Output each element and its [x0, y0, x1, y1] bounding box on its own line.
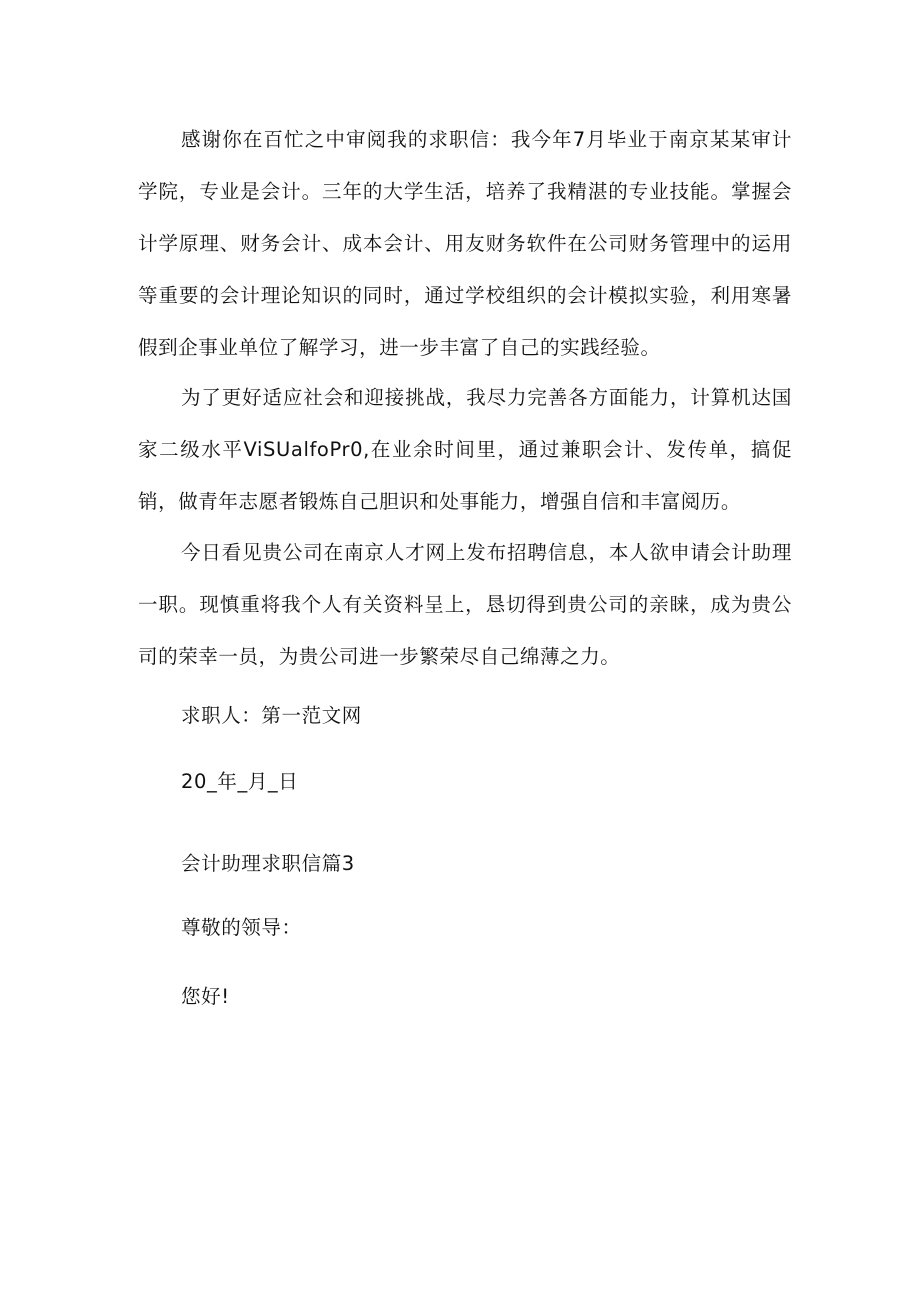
body-paragraph-2: 为了更好适应社会和迎接挑战，我尽力完善各方面能力，计算机达国家二级水平ViSUalfoPr0,在业余时间里，通过兼职会计、发传单，搞促销，做青年志愿者锻炼自己胆识和处事能力，增强自信和丰富阅历。: [138, 386, 792, 513]
section-heading: 会计助理求职信篇3: [181, 852, 355, 875]
body-paragraph-1: 感谢你在百忙之中审阅我的求职信：我今年7月毕业于南京某某审计学院，专业是会计。三年的大学生活，培养了我精湛的专业技能。掌握会计学原理、财务会计、成本会计、用友财务软件在公司财务管理中的运用等重要的会计理论知识的同时，通过学校组织的会计模拟实验，利用寒暑假到企事业单位了解学习，进一步丰富了自己的实践经验。: [138, 128, 792, 359]
greeting: 您好!: [181, 985, 230, 1008]
body-paragraph-3: 今日看见贵公司在南京人才网上发布招聘信息，本人欲申请会计助理一职。现慎重将我个人有关资料呈上，恳切得到贵公司的亲睐，成为贵公司的荣幸一员，为贵公司进一步繁荣尽自己绵薄之力。: [138, 541, 792, 668]
salutation: 尊敬的领导：: [181, 916, 302, 939]
applicant-signature: 求职人：第一范文网: [181, 704, 362, 727]
date-line: 20_年_月_日: [181, 770, 299, 793]
